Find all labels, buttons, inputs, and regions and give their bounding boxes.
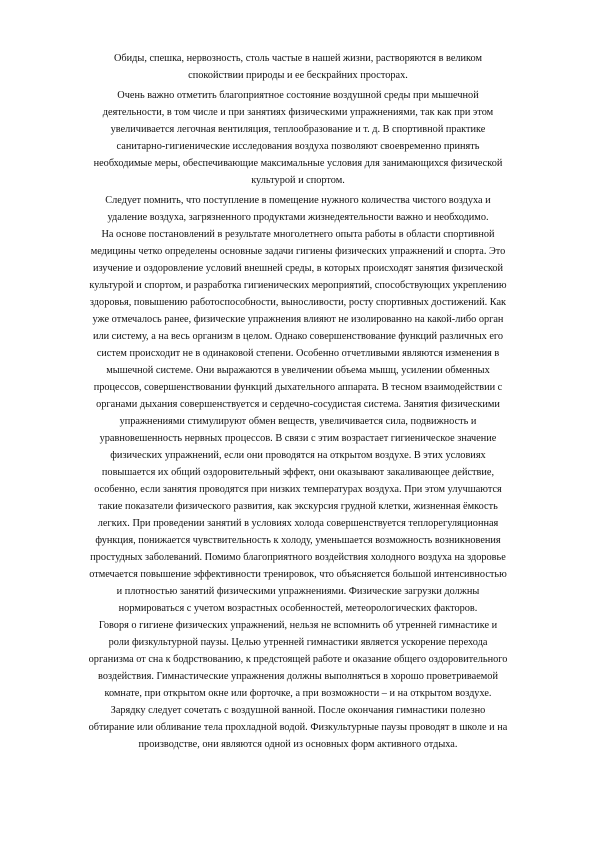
paragraph-air-environment: Очень важно отметить благоприятное состояние воздушной среды при мышечной деятельности, в том числе и при занятиях физическими упражнениями, так как при этом увеличивается легочная вентиляция, теплообразование и т. д. В спортивной практике санитарно-гигиенические исследования воздуха позволяют своевременно принять необходимые меры, обеспечивающие максимальные условия для занимающихся физической культурой и спортом. (93, 90, 503, 186)
paragraph-morning-exercise: Говоря о гигиене физических упражнений, нельзя не вспомнить об утренней гимнастике и роли физкультурной паузы. Целью утренней гимнастики является ускорение перехода организма от сна к бодрствованию, к предстоящей работе и оказание общего оздоровительного воздействия. Гимнастические упражнения должны выполняться в хорошо проветриваемой комнате, при открытом окне или форточке, а при возможности – и на открытом воздухе. Зарядку следует сочетать с воздушной ванной. После окончания гимнастики полезно обтирание или обливание тела прохладной водой. Физкультурные паузы проводят в школе и на производстве, они являются одной из основных форм активного отдыха. (88, 620, 508, 750)
document-page (88, 50, 508, 753)
paragraph-hygiene-tasks: На основе постановлений в результате многолетнего опыта работы в области спортивной медицины четко определены основные задачи гигиены физических упражнений и спорта. Это изучение и оздоровление условий внешней среды, в которых происходят занятия физической культурой и спортом, и разработка гигиенических мероприятий, способствующих укреплению здоровья, повышению работоспособности, выносливости, росту спортивных достижений. Как уже отмечалось ранее, физические упражнения влияют не изолированно на какой-либо орган или систему, а на весь организм в целом. Однако совершенствование функций различных его систем происходит не в одинаковой степени. Особенно отчетливыми являются изменения в мышечной системе. Они выражаются в увеличении объема мышц, усилении обменных процессов, совершенствовании функций дыхательного аппарата. В тесном взаимодействии с органами дыхания совершенствуется и сердечно-сосудистая система. Занятия физическими упражнениями стимулируют обмен веществ, увеличивается сила, подвижность и уравновешенность нервных процессов. В связи с этим возрастает гигиеническое значение физических упражнений, если они проводятся на открытом воздухе. В этих условиях повышается их общий оздоровительный эффект, они оказывают закаливающее действие, особенно, если занятия проводятся при низких температурах воздуха. При этом улучшаются такие показатели физического развития, как экскурсия грудной клетки, жизненная ёмкость легких. При проведении занятий в условиях холода совершенствуется теплорегуляционная функция, понижается чувствительность к холоду, уменьшается возможность возникновения простудных заболеваний. Помимо благоприятного воздействия холодного воздуха на здоровье отмечается повышение эффективности тренировок, что объясняется большой интенсивностью и плотностью занятий физическими упражнениями. Физические загрузки должны нормироваться с учетом возрастных особенностей, метеорологических факторов. (89, 229, 507, 614)
paragraph-fresh-air: Следует помнить, что поступление в помещение нужного количества чистого воздуха и удаление воздуха, загрязненного продуктами жизнедеятельности важно и необходимо. (105, 195, 491, 223)
paragraph-nature-calm: Обиды, спешка, нервозность, столь частые в нашей жизни, растворяются в великом спокойствии природы и ее бескрайних просторах. (114, 53, 482, 81)
